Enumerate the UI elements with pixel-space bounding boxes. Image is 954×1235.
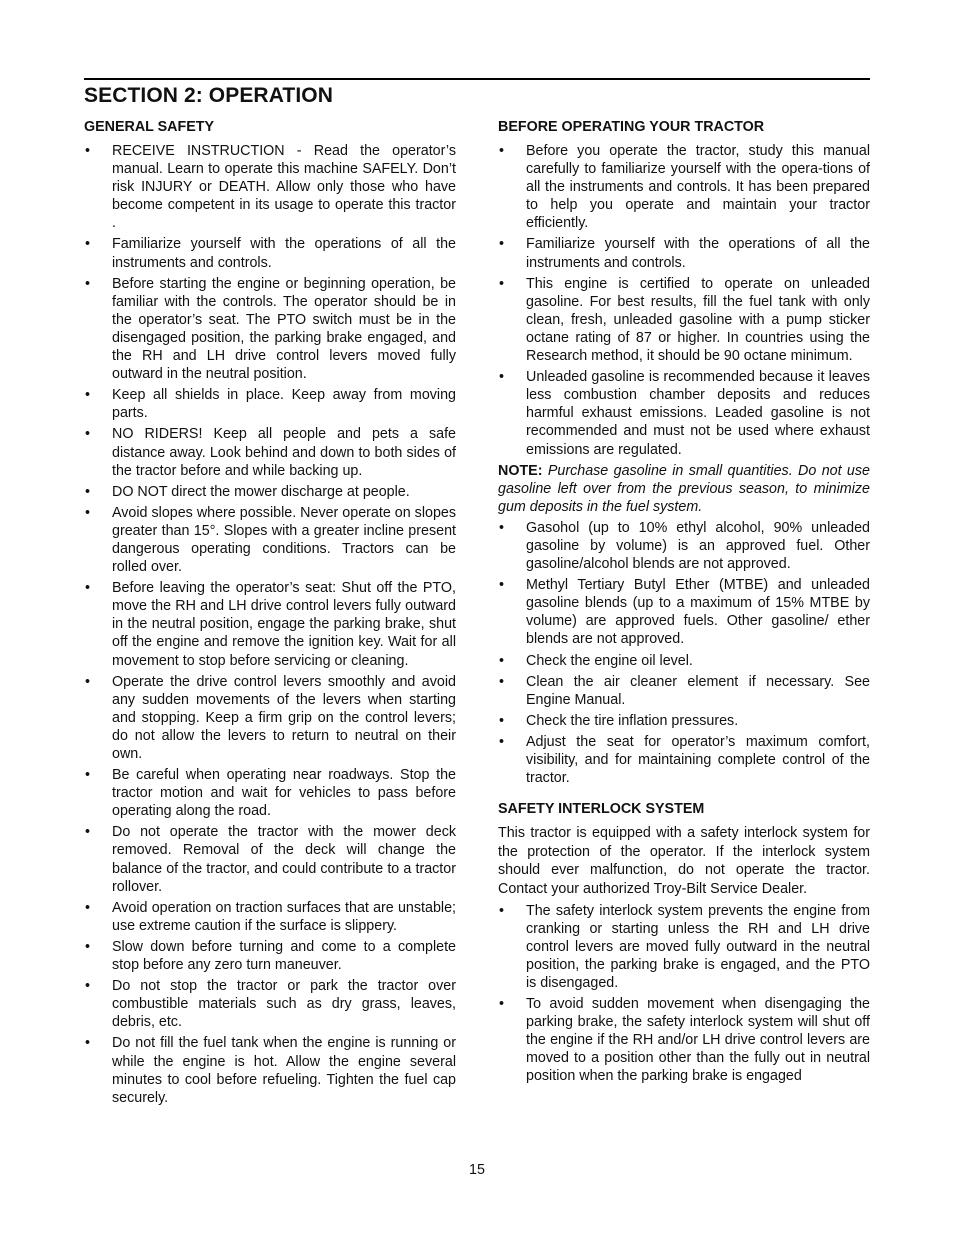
fuel-note bbox=[498, 462, 870, 516]
list-item: • Do not stop the tractor or park the tractor over combustible materials such as dry grass, leaves, debris, etc. bbox=[84, 977, 456, 1031]
list-item: • Unleaded gasoline is recommended because it leaves less combustion chamber deposits and reduces harmful exhaust emissions. Leaded gasoline is not recommended and must not be used where exhaust emissions are regulated. bbox=[498, 368, 870, 458]
list-item: • Before you operate the tractor, study this manual carefully to familiarize yourself with the opera-tions of all the instruments and controls. It has been prepared to help you operate and maintain your tractor efficiently. bbox=[498, 142, 870, 232]
note-label: NOTE: bbox=[498, 462, 543, 479]
list-item: • Be careful when operating near roadways. Stop the tractor motion and wait for vehicles to pass before operating along the road. bbox=[84, 766, 456, 820]
list-item: • Avoid operation on traction surfaces that are unstable; use extreme caution if the surface is slippery. bbox=[84, 899, 456, 935]
list-item: • RECEIVE INSTRUCTION - Read the operator’s manual. Learn to operate this machine SAFELY. Don’t risk INJURY or DEATH. Allow only those who have become competent in its usage to operate this tractor . bbox=[84, 142, 456, 232]
list-item: • Familiarize yourself with the operations of all the instruments and controls. bbox=[84, 235, 456, 271]
general-safety-list bbox=[84, 142, 456, 1107]
before-operating-list bbox=[498, 142, 870, 459]
section-title: SECTION 2: OPERATION bbox=[84, 84, 333, 107]
list-item: • This engine is certified to operate on unleaded gasoline. For best results, fill the fuel tank with only clean, fresh, unleaded gasoline with a pump sticker octane rating of 87 or higher. In countries using the Research method, it should be 90 octane minimum. bbox=[498, 275, 870, 365]
list-item: • Avoid slopes where possible. Never operate on slopes greater than 15°. Slopes with a greater incline present dangerous operating conditions. Tractors can be rolled over. bbox=[84, 504, 456, 576]
right-column bbox=[498, 118, 870, 1089]
section-gap bbox=[498, 790, 870, 800]
before-operating-list-continued bbox=[498, 519, 870, 787]
list-item: • Adjust the seat for operator’s maximum comfort, visibility, and for maintaining complete control of the tractor. bbox=[498, 733, 870, 787]
list-item: • Methyl Tertiary Butyl Ether (MTBE) and unleaded gasoline blends (up to a maximum of 15% MTBE by volume) are approved fuels. Other gasoline/ ether blends are not approved. bbox=[498, 576, 870, 648]
list-item: • DO NOT direct the mower discharge at people. bbox=[84, 483, 456, 501]
list-item: • Do not operate the tractor with the mower deck removed. Removal of the deck will change the balance of the tractor, and could contribute to a tractor rollover. bbox=[84, 823, 456, 895]
list-item: • Familiarize yourself with the operations of all the instruments and controls. bbox=[498, 235, 870, 271]
list-item: • Operate the drive control levers smoothly and avoid any sudden movements of the levers when starting and stopping. Keep a firm grip on the control levers; do not allow the levers to return to neutral on their own. bbox=[84, 673, 456, 763]
general-safety-heading: GENERAL SAFETY bbox=[84, 119, 215, 135]
interlock-intro: This tractor is equipped with a safety interlock system for the protection of the operator. If the interlock system should ever malfunction, do not operate the tractor. Contact your authorized Troy-Bilt Service Dealer. bbox=[498, 825, 870, 897]
before-operating-heading: BEFORE OPERATING YOUR TRACTOR bbox=[498, 119, 765, 135]
list-item: • The safety interlock system prevents the engine from cranking or starting unless the RH and LH drive control levers are moved fully outward in the neutral position, the parking brake is engaged, and the PTO is disengaged. bbox=[498, 902, 870, 992]
list-item: • Before leaving the operator’s seat: Shut off the PTO, move the RH and LH drive control levers fully outward in the neutral position, engage the parking brake, shut off the engine and remove the ignition key. Wait for all movement to stop before servicing or cleaning. bbox=[84, 579, 456, 669]
note-text: Purchase gasoline in small quantities. Do not use gasoline left over from the previous season, to minimize gum deposits in the fuel system. bbox=[498, 462, 870, 515]
list-item: • Clean the air cleaner element if necessary. See Engine Manual. bbox=[498, 673, 870, 709]
list-item: • To avoid sudden movement when disengaging the parking brake, the safety interlock system will shut off the engine if the RH and/or LH drive control levers are moved to a position other than the fully out in neutral position when the parking brake is engaged bbox=[498, 995, 870, 1085]
left-column bbox=[84, 118, 456, 1110]
interlock-heading: SAFETY INTERLOCK SYSTEM bbox=[498, 801, 705, 818]
list-item: • Check the engine oil level. bbox=[498, 652, 870, 670]
page-number: 15 bbox=[469, 1162, 485, 1178]
header-rule bbox=[84, 78, 870, 80]
list-item: • Gasohol (up to 10% ethyl alcohol, 90% unleaded gasoline by volume) is an approved fuel. Other gasoline/alcohol blends are not approved. bbox=[498, 519, 870, 573]
list-item: • Keep all shields in place. Keep away from moving parts. bbox=[84, 386, 456, 422]
list-item: • Do not fill the fuel tank when the engine is running or while the engine is hot. Allow the engine several minutes to cool before refueling. Tighten the fuel cap securely. bbox=[84, 1034, 456, 1106]
list-item: • Slow down before turning and come to a complete stop before any zero turn maneuver. bbox=[84, 938, 456, 974]
list-item: • Check the tire inflation pressures. bbox=[498, 712, 870, 730]
list-item: • Before starting the engine or beginning operation, be familiar with the controls. The operator should be in the operator’s seat. The PTO switch must be in the disengaged position, the parking brake engaged, and the RH and LH drive control levers moved fully outward in the neutral position. bbox=[84, 275, 456, 384]
list-item: • NO RIDERS! Keep all people and pets a safe distance away. Look behind and down to both sides of the tractor before and while backing up. bbox=[84, 425, 456, 479]
interlock-list bbox=[498, 902, 870, 1086]
